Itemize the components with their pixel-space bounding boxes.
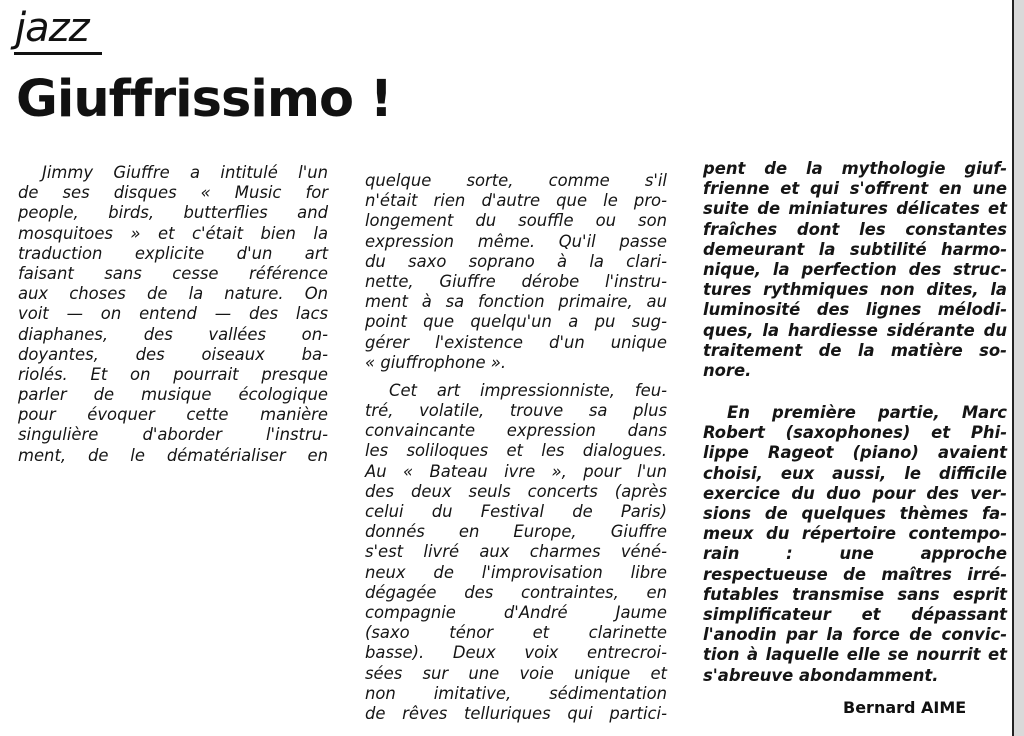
text-line: point que quelqu'un a pu sug- — [365, 312, 667, 332]
text-line: suite de miniatures délicates et — [703, 199, 1007, 219]
text-line: de rêves telluriques qui partici- — [365, 703, 667, 723]
article-column-1 — [18, 163, 328, 466]
text-line: nette, Giuffre dérobe l'instru- — [365, 271, 667, 291]
text-line: simplificateur et dépassant — [703, 604, 1007, 624]
text-line: du saxo soprano à la clari- — [365, 251, 667, 271]
text-line: nique, la perfection des struc- — [703, 259, 1007, 279]
text-line: traduction explicite d'un art — [18, 243, 328, 263]
text-line: n'était rien d'autre que le pro- — [365, 191, 667, 211]
text-line: sées sur une voie unique et — [365, 663, 667, 683]
text-line: gérer l'existence d'un unique — [365, 332, 667, 352]
text-line: expression même. Qu'il passe — [365, 231, 667, 251]
text-line: futables transmise sans esprit — [703, 584, 1007, 604]
text-line: riolés. Et on pourrait presque — [18, 364, 328, 384]
text-line: diaphanes, des vallées on- — [18, 324, 328, 344]
text-line: parler de musique écologique — [18, 385, 328, 405]
text-line: « giuffrophone ». — [365, 352, 507, 372]
text-line: Robert (saxophones) et Phi- — [703, 423, 1007, 443]
text-line: voit — on entend — des lacs — [18, 304, 328, 324]
text-line: doyantes, des oiseaux ba- — [18, 344, 328, 364]
text-line: traitement de la matière so- — [703, 340, 1007, 360]
text-line: meux du répertoire contempo- — [703, 524, 1007, 544]
text-line: pent de la mythologie giuf- — [703, 159, 1007, 178]
text-line: sions de quelques thèmes fa- — [703, 504, 1007, 523]
text-line: compagnie d'André Jaume — [365, 602, 667, 622]
text-line: basse). Deux voix entrecroi- — [365, 643, 667, 663]
text-line: celui du Festival de Paris) — [365, 502, 667, 521]
text-line: rain : une approche — [703, 544, 1007, 564]
text-line: Au « Bateau ivre », pour l'un — [365, 461, 667, 481]
text-line: longement du souffle ou son — [365, 211, 667, 231]
text-line: de ses disques « Music for — [18, 183, 328, 203]
text-line: donnés en Europe, Giuffre — [365, 522, 667, 542]
text-line: (saxo ténor et clarinette — [365, 623, 667, 643]
text-line: fraîches dont les constantes — [703, 219, 1007, 239]
text-line: nore. — [703, 360, 752, 380]
text-line: ques, la hardiesse sidérante du — [703, 320, 1007, 340]
article-headline: Giuffrissimo ! — [16, 70, 393, 129]
text-line: singulière d'aborder l'instru- — [18, 425, 328, 445]
text-line: tion à laquelle elle se nourrit et — [703, 645, 1007, 665]
text-line: demeurant la subtilité harmo- — [703, 239, 1007, 259]
text-line: faisant sans cesse référence — [18, 263, 328, 283]
text-line: tré, volatile, trouve sa plus — [365, 401, 667, 421]
text-line: Cet art impressionniste, feu- — [389, 380, 667, 400]
rubric-underline — [14, 52, 102, 55]
paragraph-gap — [365, 373, 667, 381]
text-line: exercice du duo pour des ver- — [703, 483, 1007, 503]
text-line: lippe Rageot (piano) avaient — [703, 443, 1007, 463]
text-line: s'abreuve abondamment. — [703, 665, 939, 685]
text-line: l'anodin par la force de convic- — [703, 625, 1007, 645]
text-line: non imitative, sédimentation — [365, 683, 667, 703]
section-rubric: jazz — [15, 5, 89, 51]
text-line: des deux seuls concerts (après — [365, 481, 667, 501]
page-edge-margin — [1014, 0, 1024, 736]
text-line: choisi, eux aussi, le difficile — [703, 463, 1007, 483]
text-line: frienne et qui s'offrent en une — [703, 179, 1007, 199]
text-line: pour évoquer cette manière — [18, 405, 328, 425]
text-line: En première partie, Marc — [727, 403, 1007, 423]
text-line: dégagée des contraintes, en — [365, 582, 667, 602]
text-line: quelque sorte, comme s'il — [365, 171, 667, 190]
article-column-3 — [703, 159, 1007, 686]
text-line: respectueuse de maîtres irré- — [703, 564, 1007, 584]
author-signature: Bernard AIME — [843, 698, 967, 717]
article-column-2 — [365, 171, 667, 724]
text-line: people, birds, butterflies and — [18, 203, 328, 223]
text-line: les soliloques et les dialogues. — [365, 441, 667, 461]
text-line: s'est livré aux charmes véné- — [365, 542, 667, 562]
text-line: neux de l'improvisation libre — [365, 562, 667, 582]
text-line: convaincante expression dans — [365, 421, 667, 441]
text-line: ment, de le dématérialiser en — [18, 445, 328, 465]
text-line: aux choses de la nature. On — [18, 284, 328, 304]
text-line: ment à sa fonction primaire, au — [365, 292, 667, 312]
text-line: tures rythmiques non dites, la — [703, 280, 1007, 300]
text-line: Jimmy Giuffre a intitulé l'un — [42, 163, 328, 182]
text-line: mosquitoes » et c'était bien la — [18, 223, 328, 243]
text-line: luminosité des lignes mélodi- — [703, 300, 1007, 320]
paragraph-gap — [703, 381, 1007, 403]
